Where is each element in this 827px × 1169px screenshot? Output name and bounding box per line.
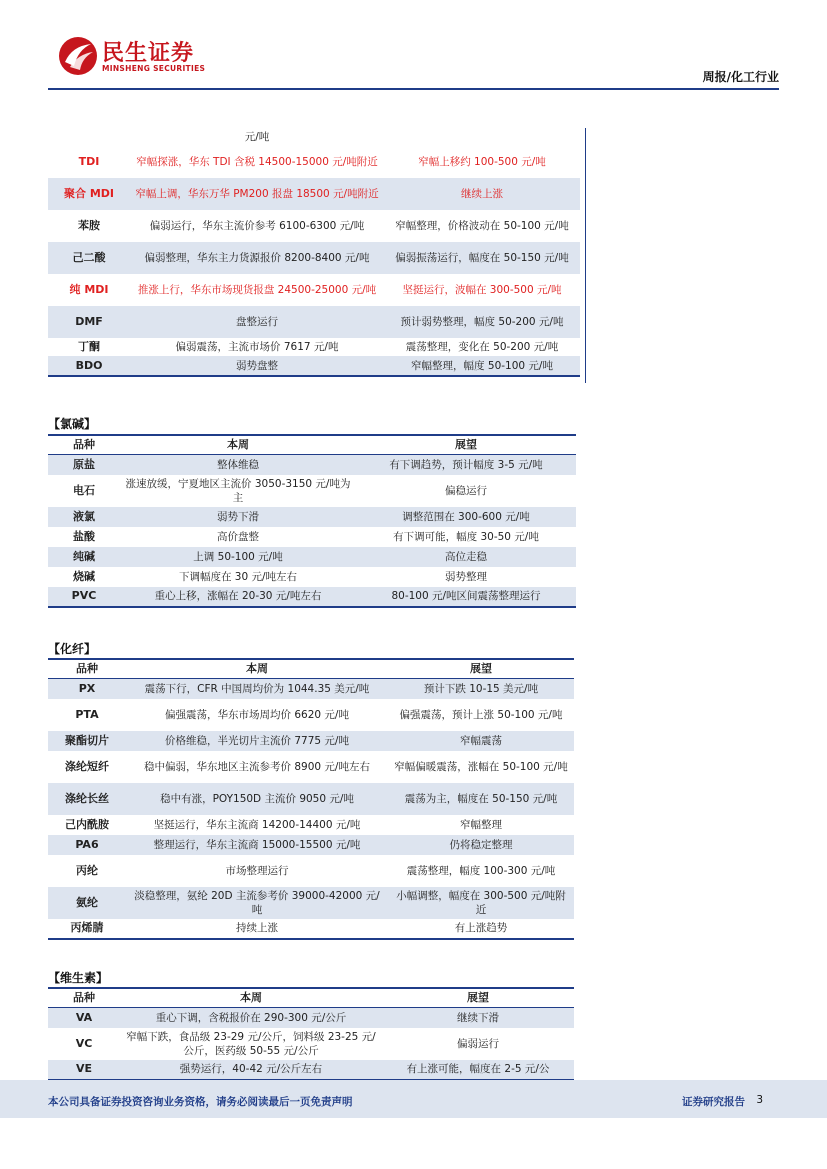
table-row — [48, 455, 576, 475]
table-row — [48, 855, 574, 887]
vitamin-table — [48, 987, 574, 1081]
this-week-cell: 推涨上行，华东市场现货报盘 24500-25000 元/吨 — [137, 284, 377, 296]
header-variety: 品种 — [48, 435, 120, 455]
outlook-cell: 偏强震荡，预计上涨 50-100 元/吨 — [399, 708, 563, 721]
table-row — [48, 356, 580, 376]
outlook-cell: 窄幅整理，幅度 50-100 元/吨 — [384, 356, 580, 376]
table-row — [48, 783, 574, 815]
this-week-cell: 震荡下行，CFR 中国周均价为 1044.35 美元/吨 — [126, 679, 388, 699]
table-divider — [585, 128, 586, 383]
page-footer — [0, 1080, 827, 1118]
this-week-cell: 涨速放缓，宁夏地区主流价 3050-3150 元/吨为主 — [125, 477, 351, 504]
table-row — [48, 751, 574, 783]
header-outlook: 展望 — [388, 659, 574, 679]
table-row — [48, 567, 576, 587]
variety-cell: VA — [48, 1008, 120, 1028]
this-week-cell: 弱势下滑 — [120, 507, 356, 527]
outlook-cell: 窄幅整理 — [460, 818, 502, 831]
this-week-cell: 整体维稳 — [120, 455, 356, 475]
variety-cell: 氨纶 — [48, 887, 126, 919]
this-week-cell: 稳中有涨，POY150D 主流价 9050 元/吨 — [126, 783, 388, 815]
table-header-row — [48, 988, 574, 1008]
table-continued — [48, 128, 580, 377]
variety-cell: 丁酮 — [78, 340, 100, 353]
table-row — [48, 919, 574, 939]
variety-cell: 丙烯腈 — [48, 919, 126, 939]
table-row — [48, 587, 576, 607]
variety-cell: 聚合 MDI — [48, 178, 130, 210]
variety-cell: DMF — [48, 306, 130, 338]
outlook-cell: 有下调趋势，预计幅度 3-5 元/吨 — [356, 455, 576, 475]
outlook-cell — [384, 128, 580, 146]
table-row — [48, 547, 576, 567]
this-week-cell: 盘整运行 — [130, 306, 384, 338]
outlook-cell: 窄幅整理，价格波动在 50-100 元/吨 — [395, 220, 569, 232]
this-week-cell: 窄幅上调，华东万华 PM200 报盘 18500 元/吨附近 — [130, 178, 384, 210]
table-row — [48, 507, 576, 527]
this-week-cell: 持续上涨 — [126, 919, 388, 939]
variety-cell: 烧碱 — [73, 569, 95, 583]
variety-cell: 纯碱 — [48, 547, 120, 567]
variety-cell: 苯胺 — [78, 219, 100, 232]
header-this-week: 本周 — [120, 988, 382, 1008]
report-type: 周报/化工行业 — [702, 70, 779, 84]
header-outlook: 展望 — [356, 435, 576, 455]
variety-cell: 原盐 — [48, 455, 120, 475]
outlook-cell: 偏弱运行 — [457, 1037, 499, 1050]
section-title-chlor-alkali: 【氯碱】 — [48, 417, 97, 431]
header-this-week: 本周 — [120, 435, 356, 455]
outlook-cell: 弱势整理 — [445, 570, 487, 583]
this-week-cell: 上调 50-100 元/吨 — [120, 547, 356, 567]
variety-cell: 涤纶长丝 — [48, 783, 126, 815]
variety-cell: PVC — [48, 587, 120, 607]
table-row — [48, 242, 580, 274]
this-week-cell: 重心上移，涨幅在 20-30 元/吨左右 — [120, 587, 356, 607]
table-header-row — [48, 435, 576, 455]
outlook-cell: 偏稳运行 — [445, 484, 487, 497]
variety-cell: 聚酯切片 — [48, 731, 126, 751]
variety-cell: PX — [48, 679, 126, 699]
outlook-cell: 窄幅偏暖震荡，涨幅在 50-100 元/吨 — [394, 760, 568, 773]
this-week-cell: 强势运行，40-42 元/公斤左右 — [120, 1060, 382, 1080]
table-row — [48, 475, 576, 507]
outlook-cell: 小幅调整，幅度在 300-500 元/吨附近 — [388, 887, 574, 919]
header-variety: 品种 — [48, 659, 126, 679]
header-divider — [48, 88, 779, 90]
chlor-alkali-table — [48, 434, 576, 608]
header-this-week: 本周 — [126, 659, 388, 679]
outlook-cell: 80-100 元/吨区间震荡整理运行 — [356, 587, 576, 607]
company-logo — [58, 36, 208, 76]
table-row — [48, 731, 574, 751]
table-row — [48, 128, 580, 146]
this-week-cell: 稳中偏弱，华东地区主流参考价 8900 元/吨左右 — [144, 760, 370, 773]
page-header — [0, 0, 827, 92]
table-row — [48, 306, 580, 338]
this-week-cell: 下调幅度在 30 元/吨左右 — [178, 570, 298, 583]
variety-cell: 己二酸 — [48, 242, 130, 274]
outlook-cell: 窄幅震荡 — [388, 731, 574, 751]
variety-cell: TDI — [78, 155, 100, 168]
variety-cell: VC — [75, 1036, 93, 1050]
variety-cell: 己内酰胺 — [65, 817, 109, 831]
outlook-cell: 继续下滑 — [382, 1008, 574, 1028]
outlook-cell: 有上涨可能，幅度在 2-5 元/公 — [382, 1060, 574, 1080]
this-week-cell: 重心下调，含税报价在 290-300 元/公斤 — [120, 1008, 382, 1028]
table-row — [48, 679, 574, 699]
this-week-cell: 偏弱整理，华东主力货源报价 8200-8400 元/吨 — [130, 242, 384, 274]
footer-report-label: 证券研究报告 — [682, 1096, 745, 1108]
variety-cell: 盐酸 — [73, 529, 95, 543]
table-row — [48, 835, 574, 855]
header-outlook: 展望 — [382, 988, 574, 1008]
logo-english-name: MINSHENG SECURITIES — [102, 64, 206, 73]
this-week-cell: 坚挺运行，华东主流商 14200-14400 元/吨 — [153, 818, 361, 831]
footer-disclaimer: 本公司具备证券投资咨询业务资格，请务必阅读最后一页免责声明 — [48, 1096, 353, 1108]
variety-cell: VE — [48, 1060, 120, 1080]
table-row — [48, 178, 580, 210]
this-week-cell: 弱势盘整 — [130, 356, 384, 376]
outlook-cell: 偏弱振荡运行，幅度在 50-150 元/吨 — [384, 242, 580, 274]
variety-cell: BDO — [48, 356, 130, 376]
outlook-cell: 高位走稳 — [356, 547, 576, 567]
variety-cell — [48, 128, 130, 146]
outlook-cell: 有下调可能，幅度 30-50 元/吨 — [393, 530, 539, 543]
section-title-chemical-fiber: 【化纤】 — [48, 642, 97, 656]
outlook-cell: 仍将稳定整理 — [388, 835, 574, 855]
this-week-cell: 整理运行，华东主流商 15000-15500 元/吨 — [126, 835, 388, 855]
page-number: 3 — [756, 1094, 763, 1106]
logo-chinese-name: 民生证券 — [102, 41, 195, 66]
table-row — [48, 887, 574, 919]
this-week-cell: 淡稳整理，氨纶 20D 主流参考价 39000-42000 元/吨 — [126, 887, 388, 919]
table-row — [48, 815, 574, 835]
table-header-row — [48, 659, 574, 679]
outlook-cell: 预计下跌 10-15 美元/吨 — [388, 679, 574, 699]
table-row — [48, 1028, 574, 1060]
outlook-cell: 预计弱势整理，幅度 50-200 元/吨 — [384, 306, 580, 338]
table-row — [48, 274, 580, 306]
this-week-cell: 偏弱运行，华东主流价参考 6100-6300 元/吨 — [149, 220, 365, 232]
section-title-vitamin: 【维生素】 — [48, 971, 109, 985]
variety-cell: 液氯 — [48, 507, 120, 527]
outlook-cell: 有上涨趋势 — [388, 919, 574, 939]
minsheng-logo-icon — [58, 36, 98, 76]
table-row — [48, 338, 580, 356]
table-row — [48, 527, 576, 547]
outlook-cell: 震荡为主，幅度在 50-150 元/吨 — [388, 783, 574, 815]
this-week-cell: 窄幅下跌，食品级 23-29 元/公斤，饲料级 23-25 元/公斤，医药级 50-55 元/公斤 — [126, 1030, 376, 1057]
variety-cell: 纯 MDI — [69, 283, 109, 296]
table-row — [48, 146, 580, 178]
this-week-cell: 偏弱震荡，主流市场价 7617 元/吨 — [175, 341, 339, 353]
outlook-cell: 坚挺运行，波幅在 300-500 元/吨 — [402, 284, 562, 296]
this-week-cell: 市场整理运行 — [225, 864, 289, 877]
variety-cell: PTA — [75, 707, 99, 721]
outlook-cell: 继续上涨 — [384, 178, 580, 210]
this-week-cell: 高价盘整 — [217, 530, 259, 543]
variety-cell: 电石 — [73, 483, 95, 497]
outlook-cell: 窄幅上移约 100-500 元/吨 — [418, 156, 546, 168]
table-row — [48, 1060, 574, 1080]
this-week-cell: 元/吨 — [244, 131, 270, 143]
variety-cell: 丙纶 — [76, 863, 98, 877]
this-week-cell: 偏强震荡，华东市场周均价 6620 元/吨 — [165, 708, 349, 721]
this-week-cell: 价格维稳，半光切片主流价 7775 元/吨 — [126, 731, 388, 751]
this-week-cell: 窄幅探涨，华东 TDI 含税 14500-15000 元/吨附近 — [136, 156, 378, 168]
table-row — [48, 1008, 574, 1028]
header-variety: 品种 — [48, 988, 120, 1008]
table-row — [48, 210, 580, 242]
table-row — [48, 699, 574, 731]
variety-cell: 涤纶短纤 — [65, 759, 109, 773]
variety-cell: PA6 — [48, 835, 126, 855]
outlook-cell: 震荡整理，变化在 50-200 元/吨 — [405, 341, 559, 353]
chemical-fiber-table — [48, 658, 574, 940]
outlook-cell: 调整范围在 300-600 元/吨 — [356, 507, 576, 527]
outlook-cell: 震荡整理，幅度 100-300 元/吨 — [406, 864, 556, 877]
